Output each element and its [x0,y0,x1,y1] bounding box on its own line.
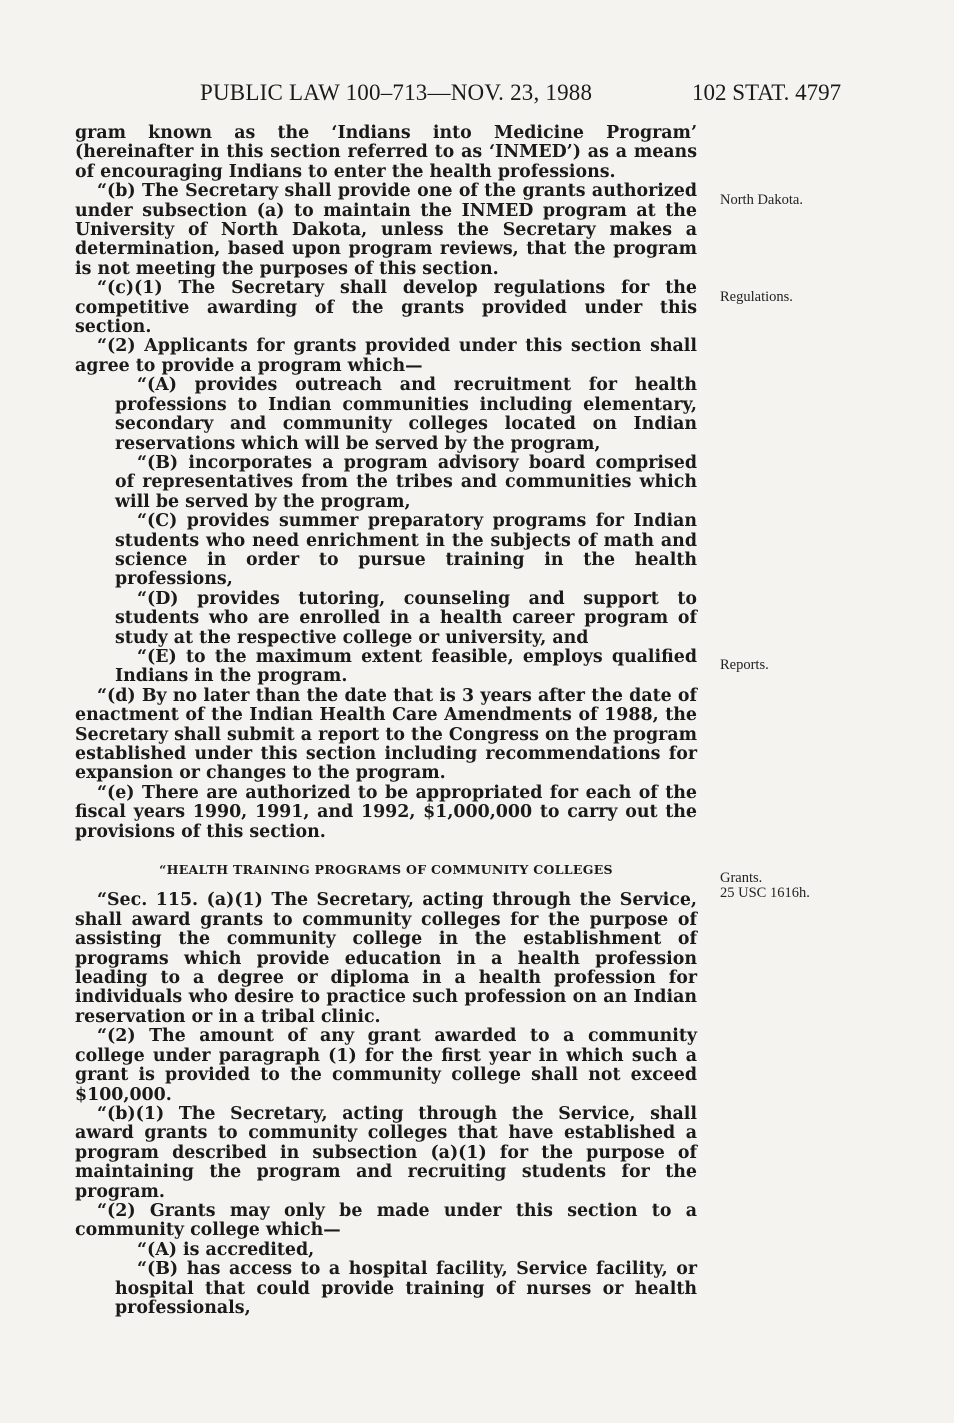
paragraph-b2-eligibility: “(2) Grants may only be made under this section to a community college which— [75,1200,697,1241]
paragraph-sec-115-a1: “Sec. 115. (a)(1) The Secretary, acting through the Service, shall award grants to community colleges for the purpose of assisting the community college in the establishment of programs which provide education in a health profession leading to a degree or diploma in a health profession for individuals who desire to practice such profession on an Indian reservation or in a tribal clinic. [75,890,697,1027]
paragraph-d-report: “(d) By no later than the date that is 3 years after the date of enactment of the Indian Health Care Amendments of 1988, the Secretary shall submit a report to the Congress on the program established under this section including recommendations for expansion or changes to the program. [75,685,697,784]
clause-b-hospital-access: “(B) has access to a hospital facility, Service facility, or hospital that could provide training of nurses or health professionals, [115,1259,697,1318]
section-heading: “HEALTH TRAINING PROGRAMS OF COMMUNITY COLLEGES [159,862,613,878]
paragraph-inmed-intro: gram known as the ‘Indians into Medicine Program’ (hereinafter in this section referred to as ‘INMED’) as a means of encouraging Indians to enter the health professions. [75,123,697,182]
paragraph-b-north-dakota: “(b) The Secretary shall provide one of the grants authorized under subsection (a) to maintain the INMED program at the University of North Dakota, unless the Secretary makes a determination, based upon program reviews, that the program is not meeting the purposes of this section. [75,181,697,279]
margin-note-regulations: Regulations. [720,289,793,305]
clause-b-advisory-board: “(B) incorporates a program advisory board comprised of representatives from the tribes and communities which will be served by the program, [115,452,697,512]
clause-e-employs-indians: “(E) to the maximum extent feasible, employs qualified Indians in the program. [115,646,697,687]
paragraph-a2-grant-amount: “(2) The amount of any grant awarded to a community college under paragraph (1) for the first year in which such a grant is provided to the community college shall not exceed $100,000. [75,1026,697,1105]
paragraph-b1-maintenance-grants: “(b)(1) The Secretary, acting through the Service, shall award grants to community colleges that have established a program described in subsection (a)(1) for the purpose of maintaining the program and recruiting students for the program. [75,1103,697,1202]
public-law-citation: PUBLIC LAW 100–713—NOV. 23, 1988 [200,80,593,105]
clause-d-tutoring: “(D) provides tutoring, counseling and support to students who are enrolled in a health career program of study at the respective college or university, and [115,588,697,648]
paragraph-c1-regulations: “(c)(1) The Secretary shall develop regulations for the competitive awarding of the grants provided under this section. [75,278,697,338]
paragraph-e-appropriations: “(e) There are authorized to be appropriated for each of the fiscal years 1990, 1991, and 1992, $1,000,000 to carry out the provisions of this section. [75,782,697,842]
running-header [0,80,954,110]
clause-a-accredited: “(A) is accredited, [137,1239,315,1260]
paragraph-c2-applicants: “(2) Applicants for grants provided under this section shall agree to provide a program which— [75,336,697,376]
margin-note-grants: Grants. [720,870,763,886]
clause-c-summer-programs: “(C) provides summer preparatory programs for Indian students who need enrichment in the subjects of math and science in order to pursue training in the health professions, [115,511,697,590]
margin-note-north-dakota: North Dakota. [720,192,803,208]
stat-page-number: 102 STAT. 4797 [692,80,842,105]
margin-note-reports: Reports. [720,657,769,673]
clause-a-outreach: “(A) provides outreach and recruitment for health professions to Indian communities including elementary, secondary and community colleges located on Indian reservations which will be served by the program, [115,375,697,454]
margin-note-usc-citation: 25 USC 1616h. [720,885,810,901]
statute-text [75,124,697,1318]
